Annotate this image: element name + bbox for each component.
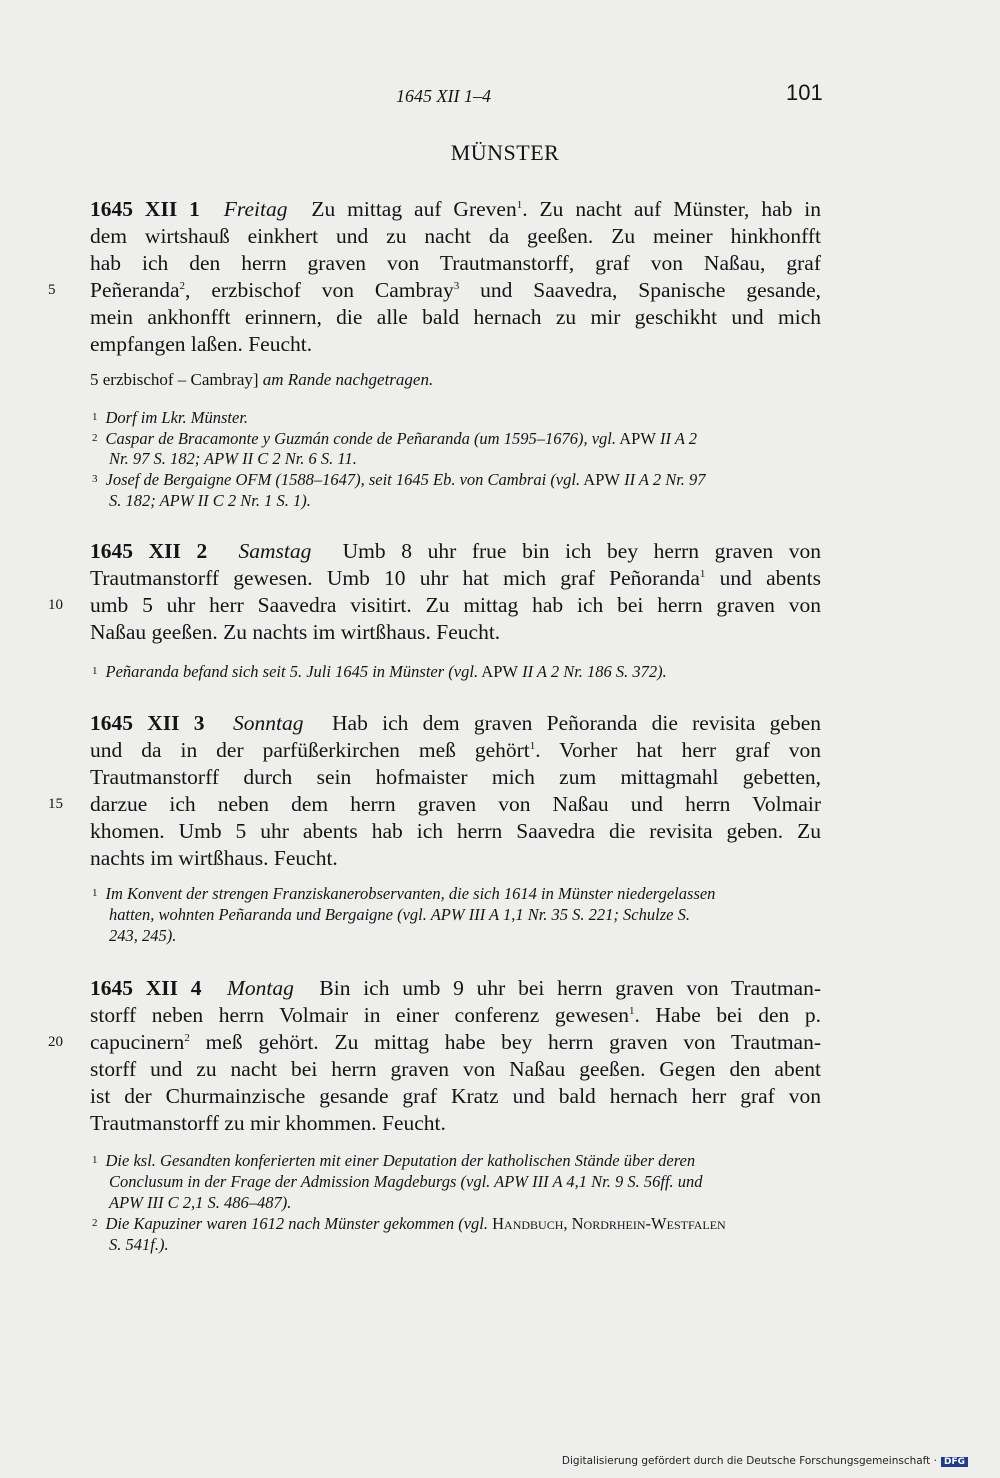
footnote-1: $^1$ Peñaranda befand sich seit 5. Juli 1645 in Münster (vgl. APW II A 2 Nr. 186 S. 372). [92,662,667,681]
variant-note: 5 erzbischof – Cambray] am Rande nachgetragen. [90,370,434,389]
entry-4-line-3: capucinern$^2$ meß gehört. Zu mittag habe bey herrn graven von Trautman- [90,1030,821,1054]
footnote-1-cont: Conclusum in der Frage der Admission Magdeburgs (vgl. APW III A 4,1 Nr. 9 S. 56ff. und [109,1172,703,1191]
section-title: MÜNSTER [450,140,560,165]
entry-1-line-1: 1645 XII 1 Freitag Zu mittag auf Greven$^1$. Zu nacht auf Münster, hab in [90,197,822,221]
entry-day: Freitag [223,197,288,221]
entry-2-line-2: Trautmanstorff gewesen. Umb 10 uhr hat mich graf Peñoranda$^1$ und abents [90,566,821,590]
entry-date: 1645 XII 1 [90,197,200,221]
footnote-marker: 2 [184,1031,190,1044]
entry-1-line-4: Peñeranda$^2$, erzbischof von Cambray$^3$ und Saavedra, Spanische gesande, [90,278,821,302]
footnote-1: $^1$ Im Konvent der strengen Franziskanerobservanten, die sich 1614 in Münster niedergelassen [92,884,716,903]
page-number: 101 [786,80,823,105]
footnote-marker: 1 [516,198,523,211]
entry-date: 1645 XII 2 [90,539,208,563]
entry-day: Samstag [238,539,312,563]
footnote-1: $^1$ Die ksl. Gesandten konferierten mit einer Deputation der katholischen Stände über deren [92,1151,696,1170]
footnote-marker: 2 [179,279,186,292]
entry-1-line-2: dem wirtshauß einkhert und zu nacht da geeßen. Zu meiner hinkhonfft [90,224,821,248]
entry-date: 1645 XII 4 [90,976,202,1000]
footer-credit: Digitalisierung gefördert durch die Deutsche Forschungsgemeinschaft · DFG [562,1455,968,1467]
line-number: 20 [48,1034,63,1050]
footnote-marker: 1 [529,739,536,752]
entry-3-line-6: nachts im wirtßhaus. Feucht. [90,846,338,870]
footnote-2: $^2$ Caspar de Bracamonte y Guzmán conde de Peñaranda (um 1595–1676), vgl. APW II A 2 [92,429,698,448]
entry-3-line-4: darzue ich neben dem herrn graven von Naßau und herrn Volmair [90,792,821,816]
entry-1-line-6: empfangen laßen. Feucht. [90,332,313,356]
footnote-2: $^2$ Die Kapuziner waren 1612 nach Münster gekommen (vgl. Handbuch, Nordrhein-Westfalen [92,1214,726,1233]
line-number: 10 [48,597,63,613]
footnote-2-cont: Nr. 97 S. 182; APW II C 2 Nr. 6 S. 11. [109,449,357,468]
entry-2-line-3: umb 5 uhr herr Saavedra visitirt. Zu mittag hab ich bei herrn graven von [90,593,821,617]
footnote-marker: 1 [699,567,706,580]
entry-1-line-3: hab ich den herrn graven von Trautmanstorff, graf von Naßau, graf [90,251,821,275]
footnote-1-cont: hatten, wohnten Peñaranda und Bergaigne (vgl. APW III A 1,1 Nr. 35 S. 221; Schulze S. [109,905,690,924]
footnote-2-cont: S. 541f.). [109,1235,169,1254]
entry-3-line-3: Trautmanstorff durch sein hofmaister mich zum mittagmahl gebetten, [90,765,821,789]
entry-4-line-5: ist der Churmainzische gesande graf Kratz und bald hernach herr graf von [90,1084,821,1108]
footnote-1-cont: 243, 245). [109,926,177,945]
entry-4-line-6: Trautmanstorff zu mir khommen. Feucht. [90,1111,446,1135]
entry-3-line-1: 1645 XII 3 Sonntag Hab ich dem graven Peñoranda die revisita geben [90,711,822,735]
entry-3-line-5: khomen. Umb 5 uhr abents hab ich herrn Saavedra die revisita geben. Zu [90,819,821,843]
entry-2-line-4: Naßau geeßen. Zu nachts im wirtßhaus. Feucht. [90,620,501,644]
entry-4-line-1: 1645 XII 4 Montag Bin ich umb 9 uhr bei herrn graven von Trautman- [90,976,822,1000]
dfg-logo-icon: DFG [941,1457,968,1467]
entry-1-line-5: mein ankhonfft erinnern, die alle bald hernach zu mir geschikht und mich [90,305,821,329]
running-head [0,80,1000,110]
running-head-title: 1645 XII 1–4 [396,86,491,106]
entry-2-line-1: 1645 XII 2 Samstag Umb 8 uhr frue bin ich bey herrn graven von [90,539,822,563]
entry-3-line-2: und da in der parfüßerkirchen meß gehört$^1$. Vorher hat herr graf von [90,738,821,762]
entry-day: Sonntag [233,711,304,735]
footnote-3: $^3$ Josef de Bergaigne OFM (1588–1647), seit 1645 Eb. von Cambrai (vgl. APW II A 2 Nr. 97 [92,470,706,489]
line-number: 5 [48,282,56,298]
footnote-marker: 3 [453,279,460,292]
footnote-1: $^1$ Dorf im Lkr. Münster. [92,408,249,427]
entry-4-line-4: storff und zu nacht bei herrn graven von Naßau geeßen. Gegen den abent [90,1057,821,1081]
entry-day: Montag [227,976,294,1000]
entry-4-line-2: storff neben herrn Volmair in einer conferenz gewesen$^1$. Habe bei den p. [90,1003,822,1027]
entry-date: 1645 XII 3 [90,711,205,735]
footnote-3-cont: S. 182; APW II C 2 Nr. 1 S. 1). [109,491,311,510]
footnote-1-cont: APW III C 2,1 S. 486–487). [109,1193,292,1212]
line-number: 15 [48,796,63,812]
footnote-marker: 1 [628,1004,635,1017]
